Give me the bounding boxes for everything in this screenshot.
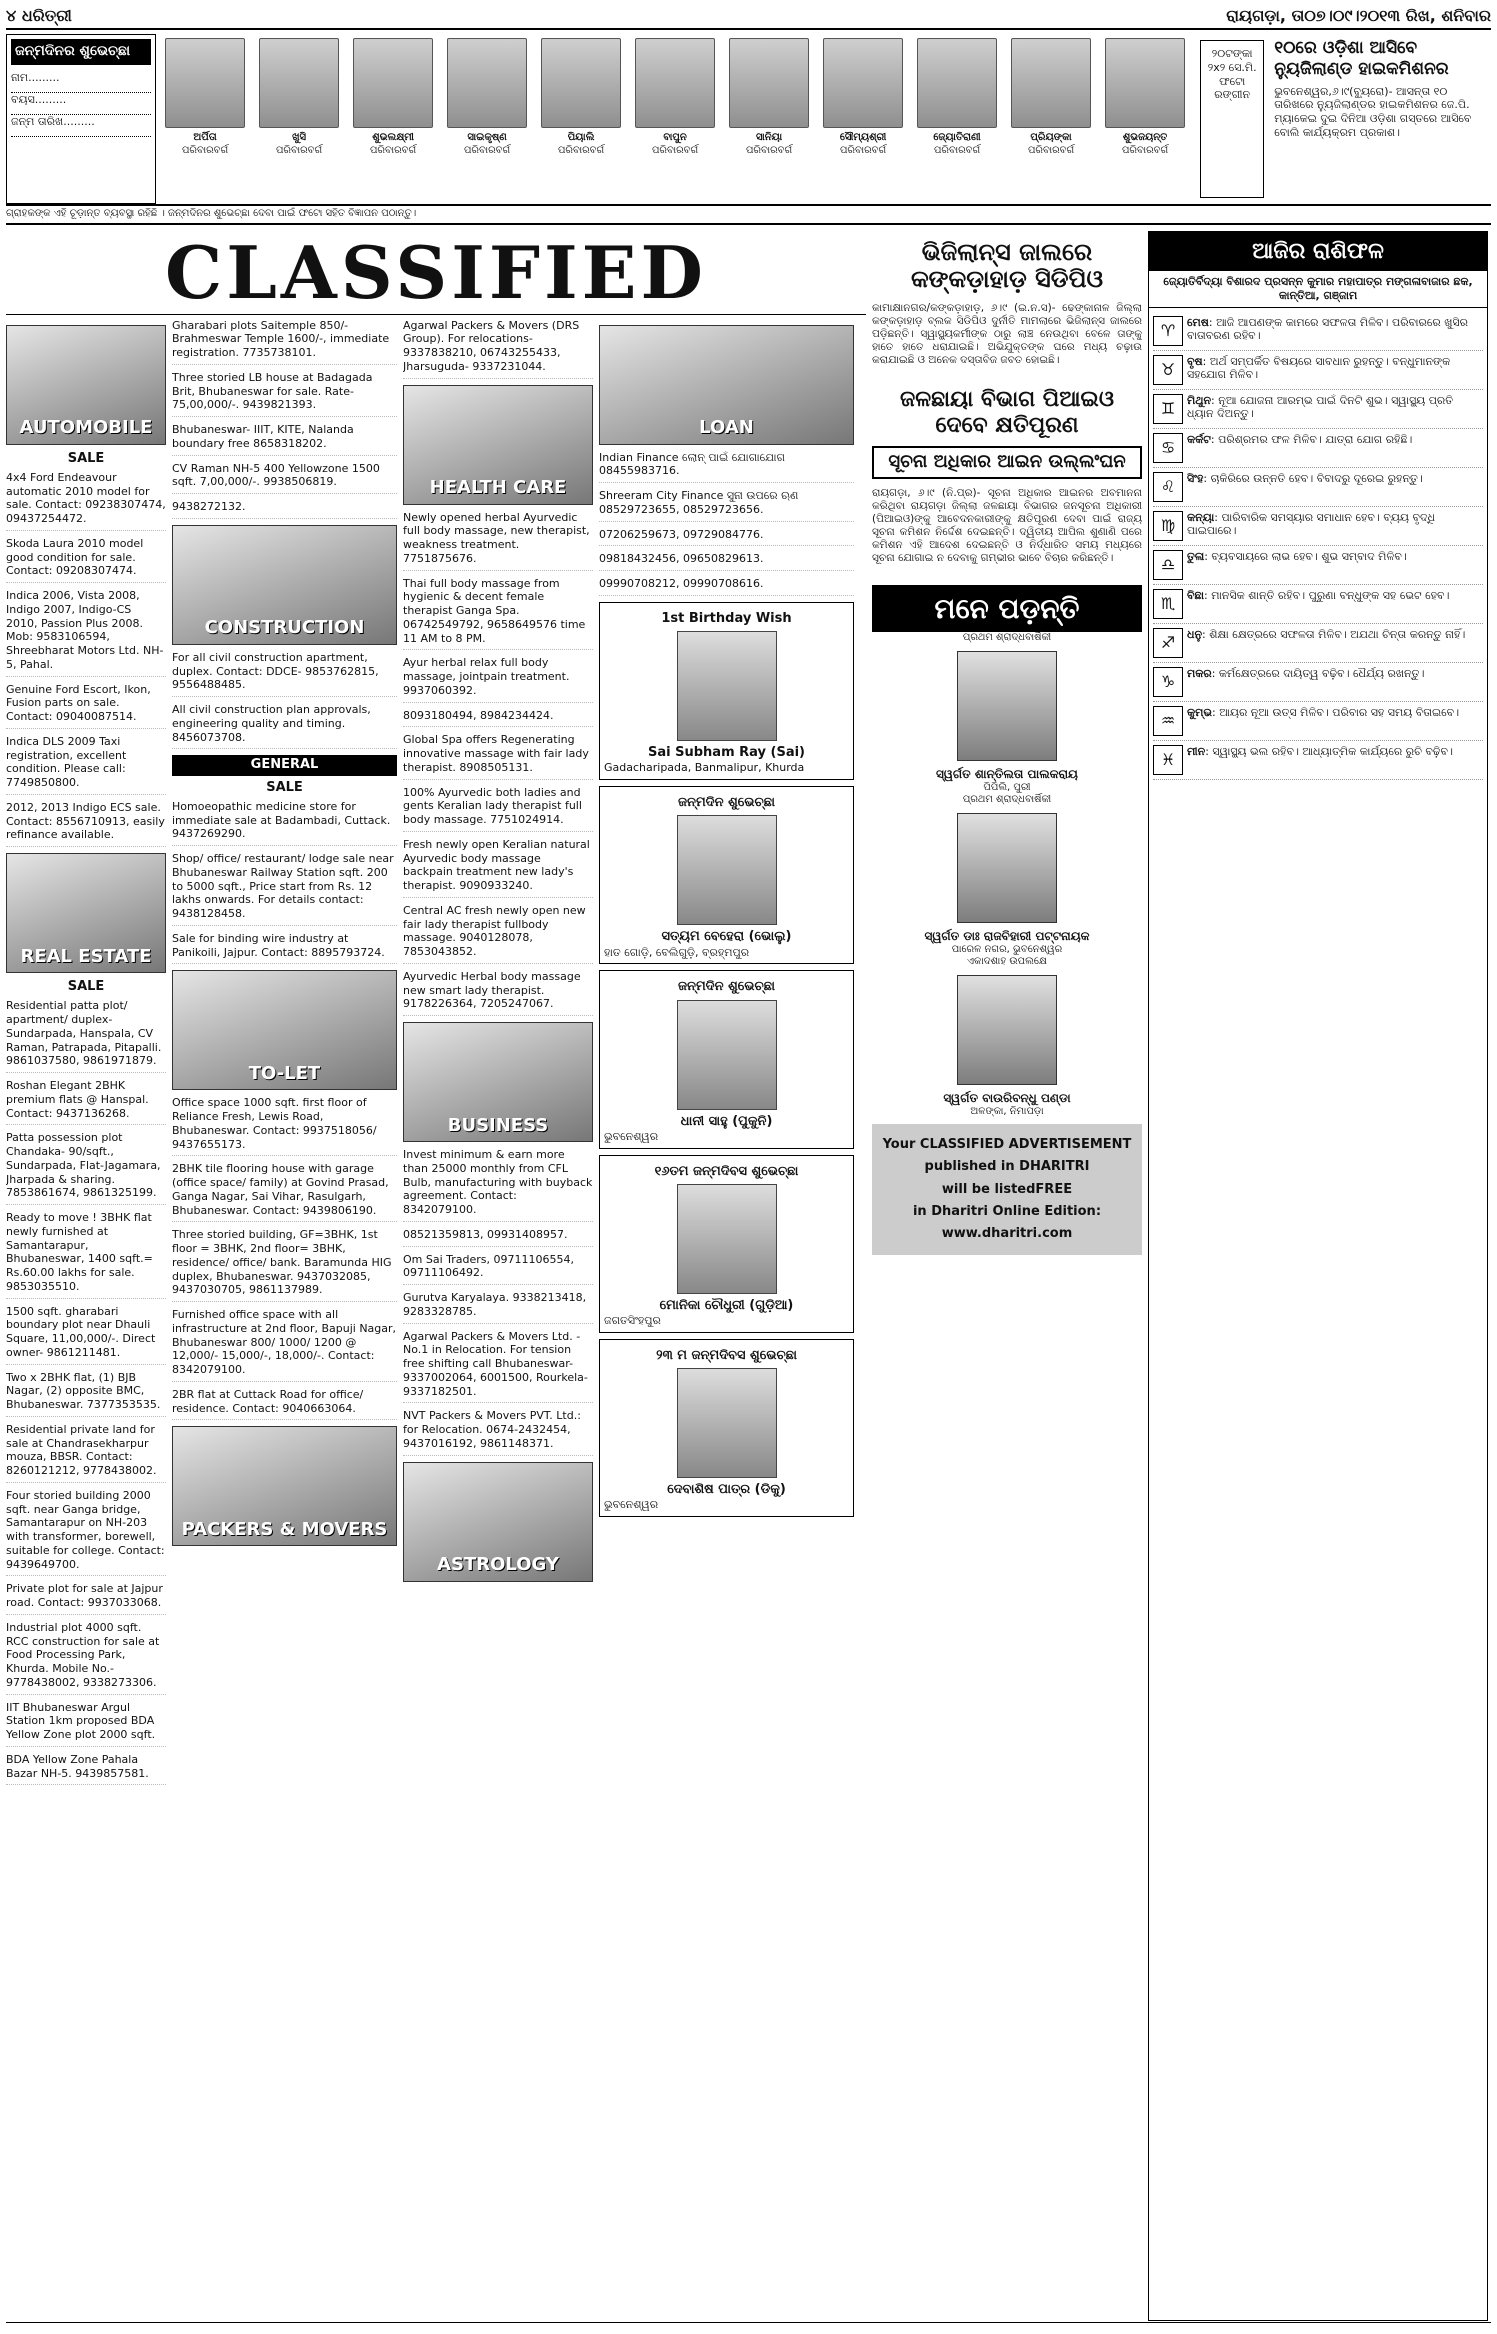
horoscope-sign: [1153, 429, 1483, 468]
online-edition-cta: [872, 1124, 1142, 1254]
birthday-kid: [724, 38, 814, 200]
sign-name: ମକର: [1187, 666, 1212, 680]
astrology-image: ASTROLOGY: [403, 1462, 593, 1582]
kid-name: ଶୁଭଲକ୍ଷ୍ମୀ: [372, 132, 414, 143]
classified-ad: Four storied building 2000 sqft. near Ganga bridge, Samantarapur on NH-203 with transformer, borewell, suitable for college. Contact: 9439649700.: [6, 1489, 166, 1577]
classified-ad: 08521359813, 09931408957.: [403, 1228, 593, 1247]
wish-name: ଦେବାଶିଷ ପାତ୍ର (ଡିକୁ): [667, 1482, 786, 1497]
classified-ad: 07206259673, 09729084776.: [599, 528, 854, 547]
wish-tag: ୧୬ତମ ଜନ୍ମଦିବସ ଶୁଭେଚ୍ଛା: [654, 1163, 799, 1179]
memorial-note: ପାରେଳ ନଗର, ଭୁବନେଶ୍ୱର: [951, 943, 1063, 955]
memorial-note: ଅଳଙ୍କା, ନିମାପଡ଼ା: [970, 1105, 1044, 1117]
classified-ad: 9438272132.: [172, 500, 397, 519]
sign-reading: ଶିକ୍ଷା କ୍ଷେତ୍ରରେ ସଫଳତା ମିଳିବ। ଅଯଥା ଚିନ୍ତା କରନ୍ତୁ ନାହିଁ।: [1209, 627, 1466, 641]
horoscope-heading: ଆଜିର ରାଶିଫଳ: [1149, 232, 1487, 272]
cta-line-3: will be listedFREE: [941, 1181, 1073, 1197]
zodiac-icon: ♎: [1153, 550, 1183, 580]
classified-ad: 1500 sqft. gharabari boundary plot near Dhauli Square, 11,00,000/-. Direct owner- 9861211481.: [6, 1305, 166, 1365]
loan-image: LOAN: [599, 325, 854, 445]
classified-ad: Residential private land for sale at Chandrasekharpur mouza, BBSR. Contact: 8260121212, 9778438002.: [6, 1423, 166, 1483]
classified-ad: 2012, 2013 Indigo ECS sale. Contact: 8556710913, easily refinance available.: [6, 801, 166, 847]
kid-name: ଜ୍ୟୋତିରାଣୀ: [933, 132, 981, 143]
birthday-kid: [1006, 38, 1096, 200]
kid-from: ପରିବାରବର୍ଗ: [275, 144, 323, 156]
classified-ad: Office space 1000 sqft. first floor of Reliance Fresh, Lewis Road, Bhubaneswar. Contact: 9937518056/ 9437655173.: [172, 1096, 397, 1156]
classified-ad: Central AC fresh newly open new fair lady therapist fullbody massage. 9040128078, 7853043852.: [403, 904, 593, 964]
classified-ad: Ayur herbal relax full body massage, jointpain treatment. 9937060392.: [403, 656, 593, 702]
zodiac-icon: ♌: [1153, 472, 1183, 502]
sign-name: ମୀନ: [1187, 744, 1206, 758]
wish-photo: [677, 1184, 777, 1294]
kid-from: ପରିବାରବର୍ଗ: [181, 144, 229, 156]
classified-ad: Ready to move ! 3BHK flat newly furnished at Samantarapur, Bhubaneswar, 1400 sqft.= Rs.60.00 lakhs for sale. 9853035510.: [6, 1211, 166, 1299]
sign-reading: ନୂଆ ଯୋଜନା ଆରମ୍ଭ ପାଇଁ ଦିନଟି ଶୁଭ। ସ୍ୱାସ୍ଥ୍ୟ ପ୍ରତି ଧ୍ୟାନ ଦିଅନ୍ତୁ।: [1187, 393, 1454, 421]
kid-name: ସାନିୟା: [755, 132, 783, 143]
classified-ad: 09990708212, 09990708616.: [599, 577, 854, 596]
kid-name: ସୌମ୍ୟଶ୍ରୀ: [839, 132, 887, 143]
general-sale: SALE: [266, 779, 303, 795]
photo-size-box: ୨୦ଟଙ୍କା ୨x୨ ସେ.ମି. ଫଟୋ ରଙ୍ଗୀନ: [1200, 40, 1264, 198]
classified-ad: Agarwal Packers & Movers Ltd. - No.1 in Relocation. For tension free shifting call Bhubaneswar- 9337002064, 6001500, Rourkela- 9337182501.: [403, 1330, 593, 1404]
wish-tag: ଜନ୍ମଦିନ ଶୁଭେଚ୍ଛା: [678, 795, 775, 810]
classified-ad: Gurutva Karyalaya. 9338213418, 9283328785.: [403, 1291, 593, 1324]
sign-name: କର୍କଟ: [1187, 432, 1211, 446]
zodiac-icon: ♋: [1153, 433, 1183, 463]
sign-reading: ସ୍ୱାସ୍ଥ୍ୟ ଭଲ ରହିବ। ଆଧ୍ୟାତ୍ମିକ କାର୍ଯ୍ୟରେ ରୁଚି ବଢ଼ିବ।: [1212, 744, 1453, 758]
kid-photo: [635, 38, 715, 128]
horoscope-sign: [1153, 507, 1483, 546]
sign-name: ମେଷ: [1187, 315, 1209, 329]
classified-ad: Genuine Ford Escort, Ikon, Fusion parts on sale. Contact: 09040087514.: [6, 683, 166, 729]
classified-ad: 4x4 Ford Endeavour automatic 2010 model for sale. Contact: 09238307474, 09437254472.: [6, 471, 166, 531]
form-line-dob: ଜନ୍ମ ତାରିଖ.........: [11, 115, 151, 137]
construction-image: CONSTRUCTION: [172, 525, 397, 645]
sign-reading: ଆୟର ନୂଆ ଉତ୍ସ ମିଳିବ। ପରିବାର ସହ ସମୟ ବିତାଇବେ।: [1219, 705, 1460, 719]
automobile-image: AUTOMOBILE: [6, 325, 166, 445]
sign-reading: ପରିଶ୍ରମର ଫଳ ମିଳିବ। ଯାତ୍ରା ଯୋଗ ରହିଛି।: [1218, 432, 1413, 446]
memorial-photo: [957, 651, 1057, 761]
classified-ad: Shop/ office/ restaurant/ lodge sale near Bhubaneswar Railway Station sqft. 200 to 5000 sqft., Price start from Rs. 12 lakhs onwards. For details contact: 9438128458.: [172, 852, 397, 926]
classified-ad: Industrial plot 4000 sqft. RCC construction for sale at Food Processing Park, Khurda. Mobile No.- 9778438002, 9338273306.: [6, 1621, 166, 1695]
classified-ad: Invest minimum & earn more than 25000 monthly from CFL Bulb, manufacturing with buyback agreement. Contact: 8342079100.: [403, 1148, 593, 1222]
movers-ads: [403, 319, 593, 379]
sign-text: କର୍କଟ: ପରିଶ୍ରମର ଫଳ ମିଳିବ। ଯାତ୍ରା ଯୋଗ ରହିଛି।: [1187, 432, 1413, 446]
horoscope-sign: [1153, 702, 1483, 741]
birthday-wishes: [599, 602, 854, 1517]
sign-text: ବିଛା: ମାନସିକ ଶାନ୍ତି ରହିବ। ପୁରୁଣା ବନ୍ଧୁଙ୍କ ସହ ଭେଟ ହେବ।: [1187, 588, 1450, 602]
birthday-kid: [1100, 38, 1190, 200]
horoscope-column: [1148, 231, 1488, 2321]
sign-reading: ମାନସିକ ଶାନ୍ତି ରହିବ। ପୁରୁଣା ବନ୍ଧୁଙ୍କ ସହ ଭେଟ ହେବ।: [1211, 588, 1450, 602]
memorial-label: ପ୍ରଥମ ଶ୍ରାଦ୍ଧବାର୍ଷିକୀ: [962, 632, 1052, 644]
classified-ad: Agarwal Packers & Movers (DRS Group). For relocations- 9337838210, 06743255433, Jharsuguda- 9337231044.: [403, 319, 593, 379]
wish-name: ମୋନିକା ଚୌଧୁରୀ (ଗୁଡ଼ିଆ): [659, 1297, 794, 1313]
classified-ad: All civil construction plan approvals, engineering quality and timing. 8456073708.: [172, 703, 397, 749]
horoscope-sign: [1153, 624, 1483, 663]
sign-reading: ଚାକିରିରେ ଉନ୍ନତି ହେବ। ବିବାଦରୁ ଦୂରେଇ ରୁହନ୍ତୁ।: [1210, 471, 1423, 485]
news-column: [872, 231, 1142, 2321]
classified-ad: 100% Ayurvedic both ladies and gents Keralian lady therapist full body massage. 7751024914.: [403, 786, 593, 832]
classified-ad: Gharabari plots Saitemple 850/- Brahmeswar Temple 1600/-, immediate registration. 7735738101.: [172, 319, 397, 365]
sign-reading: ଆଜି ଆପଣଙ୍କ କାମରେ ସଫଳତା ମିଳିବ। ପରିବାରରେ ଖୁସିର ବାତାବରଣ ରହିବ।: [1187, 315, 1468, 343]
birthday-kids: [156, 34, 1194, 204]
kid-from: ପରିବାରବର୍ଗ: [651, 144, 699, 156]
sign-name: କୁମ୍ଭ: [1187, 705, 1213, 719]
top-news-text: ଭୁବନେଶ୍ୱର,୬।୯(ବ୍ୟୁରୋ)- ଆସନ୍ତା ୧୦ ତାରିଖରେ ନ୍ୟୁଜିଲାଣ୍ଡର ହାଇକମିଶନର ଜେ.ପି. ମ୍ୟାକେଇ ଦୁଇ ଦିନିଆ ଓଡ଼ିଶା ଗସ୍ତରେ ଆସିବେ ବୋଲି କାର୍ଯ୍ୟକ୍ରମ ପ୍ରକାଶ।: [1274, 84, 1472, 139]
sign-reading: ଅର୍ଥ ସମ୍ପର୍କିତ ବିଷୟରେ ସାବଧାନ ରୁହନ୍ତୁ। ବନ୍ଧୁମାନଙ୍କ ସହଯୋଗ ମିଳିବ।: [1187, 354, 1451, 382]
classified-ad: Indica DLS 2009 Taxi registration, excellent condition. Please call: 7749850800.: [6, 735, 166, 795]
birthday-kid: [442, 38, 532, 200]
healthcare-image: HEALTH CARE: [403, 385, 593, 505]
kid-photo: [823, 38, 903, 128]
memorial-list: [872, 632, 1142, 1118]
classified-ad: Om Sai Traders, 09711106554, 09711106492.: [403, 1253, 593, 1286]
sign-text: ମକର: କର୍ମକ୍ଷେତ୍ରରେ ଦାୟିତ୍ୱ ବଢ଼ିବ। ଧୈର୍ଯ୍ୟ ରଖନ୍ତୁ।: [1187, 666, 1425, 680]
horoscope-byline: ଜ୍ୟୋତିର୍ବିଦ୍ୟା ବିଶାରଦ ପ୍ରସନ୍ନ କୁମାର ମହାପାତ୍ର ମଙ୍ଗଳାବାଜାର ଛକ, କାନ୍ତିଆ, ଗଞ୍ଜାମ: [1149, 271, 1487, 308]
wish-tag: ଜନ୍ମଦିନ ଶୁଭେଚ୍ଛା: [678, 979, 775, 995]
classified-ad: For all civil construction apartment, duplex. Contact: DDCE- 9853762815, 9556488485.: [172, 651, 397, 697]
classified-ad: Two x 2BHK flat, (1) BJB Nagar, (2) opposite BMC, Bhubaneswar. 7377353535.: [6, 1371, 166, 1417]
sign-reading: କର୍ମକ୍ଷେତ୍ରରେ ଦାୟିତ୍ୱ ବଢ଼ିବ। ଧୈର୍ଯ୍ୟ ରଖନ୍ତୁ।: [1218, 666, 1425, 680]
birthday-kid: [912, 38, 1002, 200]
story1-headline: ଭିଜିଲାନ୍ସ ଜାଲରେ କଙ୍କଡ଼ାହାଡ଼ ସିଡିପିଓ: [910, 237, 1104, 294]
wish-photo: [677, 815, 777, 925]
sign-reading: ପାରିବାରିକ ସମସ୍ୟାର ସମାଧାନ ହେବ। ବ୍ୟୟ ବୃଦ୍ଧି ପାଇପାରେ।: [1187, 510, 1436, 538]
classified-ad: Global Spa offers Regenerating innovative massage with fair lady therapist. 8908505131.: [403, 733, 593, 779]
memorial-name: ସ୍ୱର୍ଗତ ଶାନ୍ତିଲତା ପାଲକରାୟ: [936, 766, 1078, 781]
wish-place: ଭୁବନେଶ୍ୱର: [604, 1498, 659, 1512]
general-ads: [172, 800, 397, 965]
kid-from: ପରିବାରବର୍ଗ: [839, 144, 887, 156]
horoscope-sign: [1153, 663, 1483, 702]
kid-photo: [353, 38, 433, 128]
form-line-age: ବୟସ.........: [11, 93, 151, 115]
memorial-person: [872, 632, 1142, 794]
birthday-kid: [630, 38, 720, 200]
classified-ad: Private plot for sale at Jajpur road. Contact: 9937033068.: [6, 1582, 166, 1615]
birthday-kid: [536, 38, 626, 200]
horoscope-list: [1149, 308, 1487, 784]
form-line-name: ନାମ.........: [11, 71, 151, 93]
wish-card: [599, 602, 854, 780]
wish-card: [599, 1155, 854, 1333]
business-ads: [403, 1148, 593, 1456]
wish-card: [599, 1339, 854, 1517]
wish-place: ହାତ ଗୋଡ଼ି, ବେଲିଗୁଡ଼ି, ବ୍ରହ୍ମପୁର: [604, 945, 750, 959]
classified-ad: Sale for binding wire industry at Panikoili, Jajpur. Contact: 8895793724.: [172, 932, 397, 965]
sign-text: ଧନୁ: ଶିକ୍ଷା କ୍ଷେତ୍ରରେ ସଫଳତା ମିଳିବ। ଅଯଥା ଚିନ୍ତା କରନ୍ତୁ ନାହିଁ।: [1187, 627, 1466, 641]
health-ads: [403, 511, 593, 1017]
classified-ad: 2BR flat at Cuttack Road for office/ residence. Contact: 9040663064.: [172, 1388, 397, 1421]
cta-line-4: in Dharitri Online Edition: www.dharitri.com: [912, 1203, 1102, 1241]
classified-ad: Three storied building, GF=3BHK, 1st floor = 3BHK, 2nd floor= 3BHK, residence/ office/ bank. Baramunda HIG duplex, Bhubaneswar. 9437032085, 9437030705, 9861137989.: [172, 1228, 397, 1302]
sign-text: ମୀନ: ସ୍ୱାସ୍ଥ୍ୟ ଭଲ ରହିବ। ଆଧ୍ୟାତ୍ମିକ କାର୍ଯ୍ୟରେ ରୁଚି ବଢ଼ିବ।: [1187, 744, 1453, 758]
zodiac-icon: ♈: [1153, 316, 1183, 346]
kid-name: ପିୟାଲି: [567, 132, 595, 143]
wish-photo: [677, 1000, 777, 1110]
classified-ad: Fresh newly open Keralian natural Ayurvedic body massage backpain treatment new lady's therapist. 9090933240.: [403, 838, 593, 898]
zodiac-icon: ♑: [1153, 667, 1183, 697]
kid-from: ପରିବାରବର୍ଗ: [933, 144, 981, 156]
classified-ad: Bhubaneswar- IIIT, KITE, Nalanda boundary free 8658318202.: [172, 423, 397, 456]
top-news-headline: ୧୦ରେ ଓଡ଼ିଶା ଆସିବେ ନ୍ୟୁଜିଲାଣ୍ଡ ହାଇକମିଶନର: [1274, 38, 1449, 80]
kid-photo: [729, 38, 809, 128]
classified-ad: Furnished office space with all infrastructure at 2nd floor, Bapuji Nagar, Bhubaneswar 800/ 1000/ 1200 @ 12,000/- 15,000/-, 18,000/-. Contact: 8342079100.: [172, 1308, 397, 1382]
story2-subhead: ସୂଚନା ଅଧିକାର ଆଇନ ଉଲ୍ଲଂଘନ: [872, 446, 1142, 479]
sign-text: କନ୍ୟା: ପାରିବାରିକ ସମସ୍ୟାର ସମାଧାନ ହେବ। ବ୍ୟୟ ବୃଦ୍ଧି ପାଇପାରେ।: [1187, 510, 1436, 538]
sign-name: ତୁଳା: [1187, 549, 1205, 563]
wish-tag: 1st Birthday Wish: [661, 610, 792, 626]
zodiac-icon: ♍: [1153, 511, 1183, 541]
wish-name: Sai Subham Ray (Sai): [648, 745, 805, 760]
classified-ad: Shreeram City Finance ସୁନା ଉପରେ ଋଣ 08529723655, 08529723656.: [599, 489, 854, 522]
wish-place: Gadacharipada, Banmalipur, Khurda: [604, 761, 805, 775]
classified-ad: Patta possession plot Chandaka- 90/sqft., Sundarpada, Flat-Jagamara, Jharpada & sharing. 7853861674, 9861325199.: [6, 1131, 166, 1205]
realestate-image: REAL ESTATE: [6, 853, 166, 973]
kid-name: ସାଇକୃଷ୍ଣ: [467, 132, 507, 143]
kid-name: ଅର୍ପିତା: [193, 132, 217, 143]
sign-name: ଧନୁ: [1187, 627, 1203, 641]
birthday-kid: [818, 38, 908, 200]
zodiac-icon: ♐: [1153, 628, 1183, 658]
classified-col-1: [6, 319, 166, 1792]
wish-photo: [677, 631, 777, 741]
memorial-name: ସ୍ୱର୍ଗତ ବାଉରିବନ୍ଧୁ ପଣ୍ଡା: [943, 1090, 1071, 1105]
realestate-ads: [6, 999, 166, 1785]
classified-ad: Newly opened herbal Ayurvedic full body massage, new therapist, weakness treatment. 7751875676.: [403, 511, 593, 571]
wish-card: [599, 786, 854, 964]
kid-photo: [541, 38, 621, 128]
story2-body: ରାୟଗଡ଼ା, ୬।୯ (ନି.ପ୍ର)- ସୂଚନା ଅଧିକାର ଆଇନର ଅବମାନନା କରିଥିବା ରାୟଗଡ଼ା ଜିଲ୍ଲା ଜଳଛାୟା ବିଭାଗର ଜନସୂଚନା ଅଧିକାରୀ (ପିଆଇଓ)ଙ୍କୁ ଆବେଦନକାରୀଙ୍କୁ କ୍ଷତିପୂରଣ ଦେବା ପାଇଁ ରାଜ୍ୟ ସୂଚନା କମିଶନ ନିର୍ଦ୍ଦେଶ ଦେଇଛନ୍ତି। ଦ୍ୱିତୀୟ ଆପିଲ ଶୁଣାଣି ପରେ କମିଶନ ଏହି ଆଦେଶ ଦେଇଛନ୍ତି ଓ ନିର୍ଦ୍ଧାରିତ ସମୟ ମଧ୍ୟରେ ସୂଚନା ଯୋଗାଇ ନ ଦେବାକୁ ଗମ୍ଭୀର ଭାବେ ବିଚାର କରିଛନ୍ତି।: [872, 486, 1142, 565]
kid-photo: [447, 38, 527, 128]
cta-line-1: Your CLASSIFIED ADVERTISEMENT: [882, 1137, 1132, 1153]
sign-text: ବୃଷ: ଅର୍ଥ ସମ୍ପର୍କିତ ବିଷୟରେ ସାବଧାନ ରୁହନ୍ତୁ। ବନ୍ଧୁମାନଙ୍କ ସହଯୋଗ ମିଳିବ।: [1187, 354, 1451, 382]
memorial-photo: [957, 813, 1057, 923]
classified-col-3: [403, 319, 593, 1792]
cta-line-2: published in DHARITRI: [924, 1159, 1090, 1175]
kid-from: ପରିବାରବର୍ଗ: [745, 144, 793, 156]
sign-name: ମିଥୁନ: [1187, 393, 1212, 407]
kid-from: ପରିବାରବର୍ଗ: [1027, 144, 1075, 156]
kid-photo: [165, 38, 245, 128]
memorial-note: ପିପିଲି, ପୁରୀ: [983, 781, 1031, 793]
page-footer: [6, 2322, 1491, 2332]
horoscope-sign: [1153, 585, 1483, 624]
sign-name: ବୃଷ: [1187, 354, 1203, 368]
loan-ads: [599, 451, 854, 596]
birthday-kid: [254, 38, 344, 200]
wish-photo: [677, 1368, 777, 1478]
wish-card: [599, 970, 854, 1148]
wish-tag: ୨୩ ମ ଜନ୍ମଦିବସ ଶୁଭେଚ୍ଛା: [656, 1347, 797, 1363]
kid-from: ପରିବାରବର୍ଗ: [463, 144, 511, 156]
page-header: [6, 4, 1491, 30]
classified-ad: IIT Bhubaneswar Argul Station 1km proposed BDA Yellow Zone plot 2000 sqft.: [6, 1701, 166, 1747]
horoscope-sign: [1153, 546, 1483, 585]
classified-ad: Homoeopathic medicine store for immediate sale at Badambadi, Cuttack. 9437269290.: [172, 800, 397, 846]
sign-text: ମେଷ: ଆଜି ଆପଣଙ୍କ କାମରେ ସଫଳତା ମିଳିବ। ପରିବାରରେ ଖୁସିର ବାତାବରଣ ରହିବ।: [1187, 315, 1468, 343]
classified-col-4: [599, 319, 854, 1792]
kid-name: ବାପୁନ: [663, 132, 687, 143]
sign-reading: ବ୍ୟବସାୟରେ ଲାଭ ହେବ। ଶୁଭ ସମ୍ବାଦ ମିଳିବ।: [1211, 549, 1407, 563]
re-sale-title: SALE: [67, 979, 105, 994]
tolet-image: TO-LET: [172, 970, 397, 1090]
kid-from: ପରିବାରବର୍ଗ: [557, 144, 605, 156]
horoscope-sign: [1153, 390, 1483, 429]
classified-banner: CLASSIFIED: [6, 231, 866, 315]
wish-name: ସତ୍ୟମ ବେହେରା (ଭୋଲୁ): [661, 929, 792, 945]
horoscope-sign: [1153, 468, 1483, 507]
birthday-kid: [348, 38, 438, 200]
dateline: ରାୟଗଡ଼ା, ତା୦୭।୦୯।୨୦୧୩ ରିଖ, ଶନିବାର: [1226, 6, 1491, 25]
memorial-person: [872, 794, 1142, 956]
story1-body: କାମାକ୍ଷାନଗର/କଙ୍କଡ଼ାହାଡ଼, ୬।୯ (ଇ.ନ.ସ)- ଢେଙ୍କାନାଳ ଜିଲ୍ଲା କଙ୍କଡ଼ାହାଡ଼ ବ୍ଲକ ସିଡିପିଓ ଦୁର୍ନୀତି ମାମଲାରେ ଭିଜିଲାନ୍ସ ଜାଲରେ ପଡ଼ିଛନ୍ତି। ସ୍ୱାସ୍ଥ୍ୟକର୍ମୀଙ୍କ ଠାରୁ ଲାଞ୍ଚ ନେଉଥିବା ବେଳେ ତାଙ୍କୁ ହାତେ ହାତେ ଧରାଯାଇଛି। ଅଭିଯୁକ୍ତଙ୍କ ଘରେ ମଧ୍ୟ ଚଢ଼ାଉ କରାଯାଇଛି ଓ ଅନେକ ଦସ୍ତାବିଜ ଜବତ ହୋଇଛି।: [872, 301, 1142, 367]
classified-ad: Residential patta plot/ apartment/ duplex- Sundarpada, Hanspala, CV Raman, Patrapada, Pitapalli. 9861037580, 9861971879.: [6, 999, 166, 1073]
zodiac-icon: ♏: [1153, 589, 1183, 619]
kid-photo: [917, 38, 997, 128]
sale-title: SALE: [67, 450, 105, 466]
birthday-kid: [160, 38, 250, 200]
wish-name: ଧାନୀ ସାହୁ (ପୁକୁନି): [680, 1113, 773, 1129]
sign-name: କନ୍ୟା: [1187, 510, 1215, 524]
zodiac-icon: ♊: [1153, 394, 1183, 424]
memorial-photo: [957, 975, 1057, 1085]
birthday-form-title: ଜନ୍ମଦିନର ଶୁଭେଚ୍ଛା: [11, 39, 151, 65]
memorial-label: ପ୍ରଥମ ଶ୍ରାଦ୍ଧବାର୍ଷିକୀ: [962, 794, 1052, 806]
kid-from: ପରିବାରବର୍ଗ: [1121, 144, 1169, 156]
classified-ad: Roshan Elegant 2BHK premium flats @ Hanspal. Contact: 9437136268.: [6, 1079, 166, 1125]
birthday-form: [6, 34, 156, 204]
classified-block: [6, 231, 866, 2321]
classified-ad: Indian Finance ଲୋନ୍ ପାଇଁ ଯୋଗାଯୋଗ 08455983716.: [599, 451, 854, 484]
horoscope-sign: [1153, 312, 1483, 351]
classified-ad: Thai full body massage from hygienic & decent female therapist Ganga Spa. 06742549792, 9658649576 time 11 AM to 8 PM.: [403, 577, 593, 651]
classified-ad: 09818432456, 09650829613.: [599, 552, 854, 571]
classified-ad: 2BHK tile flooring house with garage (office space/ family) at Govind Prasad, Ganga Nagar, Sai Vihar, Rasulgarh, Bhubaneswar. Contact: 9439806190.: [172, 1162, 397, 1222]
kid-name: ପ୍ରିୟଙ୍କା: [1030, 132, 1072, 143]
notice-line: ଗ୍ରାହକଙ୍କ ଏହି ଚୂଡ଼ାନ୍ତ ବ୍ୟବସ୍ଥା ରହିଛି । ଜନ୍ମଦିନର ଶୁଭେଚ୍ଛା ଦେବା ପାଇଁ ଫଟୋ ସହିତ ବିଜ୍ଞାପନ ପଠାନ୍ତୁ।: [6, 206, 1491, 225]
sign-name: ବିଛା: [1187, 588, 1204, 602]
classified-ad: NVT Packers & Movers PVT. Ltd.: for Relocation. 0674-2432454, 9437016192, 9861148371.: [403, 1409, 593, 1455]
general-title: GENERAL: [172, 755, 397, 775]
top-news: [1270, 34, 1491, 204]
sign-text: କୁମ୍ଭ: ଆୟର ନୂଆ ଉତ୍ସ ମିଳିବ। ପରିବାର ସହ ସମୟ ବିତାଇବେ।: [1187, 705, 1460, 719]
kid-photo: [1105, 38, 1185, 128]
construction-ads: [172, 651, 397, 750]
packers-image: PACKERS & MOVERS: [172, 1426, 397, 1546]
classified-ad: CV Raman NH-5 400 Yellowzone 1500 sqft. 7,00,000/-. 9938506819.: [172, 462, 397, 495]
memorial-person: [872, 956, 1142, 1118]
kid-name: ଶୁଭଜୟନ୍ତ: [1122, 132, 1168, 143]
auto-ads: [6, 471, 166, 847]
classified-ad: Indica 2006, Vista 2008, Indigo 2007, Indigo-CS 2010, Passion Plus 2008. Mob: 9583106594, Shreebharat Motors Ltd. NH-5, Pahal.: [6, 589, 166, 677]
birthday-strip: [6, 34, 1491, 206]
kid-photo: [259, 38, 339, 128]
classified-ad: BDA Yellow Zone Pahala Bazar NH-5. 9439857581.: [6, 1753, 166, 1786]
classified-ad: 8093180494, 8984234424.: [403, 709, 593, 728]
memorial-name: ସ୍ୱର୍ଗତ ଡାଃ ରାଜବିହାରୀ ପଟ୍ଟନାୟକ: [924, 928, 1090, 943]
plot-ads: [172, 319, 397, 519]
memorial-heading: ମନେ ପଡ଼ନ୍ତି: [872, 585, 1142, 632]
wish-place: ଭୁବନେଶ୍ୱର: [604, 1129, 659, 1143]
classified-ad: Three storied LB house at Badagada Brit, Bhubaneswar for sale. Rate- 75,00,000/-. 9439821393.: [172, 371, 397, 417]
story2-headline: ଜଳଛାୟା ବିଭାଗ ପିଆଇଓ ଦେବେ କ୍ଷତିପୂରଣ: [900, 387, 1114, 438]
kid-name: ଖୁସି: [292, 132, 307, 143]
classified-ad: Ayurvedic Herbal body massage new smart lady therapist. 9178226364, 7205247067.: [403, 970, 593, 1016]
business-image: BUSINESS: [403, 1022, 593, 1142]
sign-text: ତୁଳା: ବ୍ୟବସାୟରେ ଲାଭ ହେବ। ଶୁଭ ସମ୍ବାଦ ମିଳିବ।: [1187, 549, 1407, 563]
wish-place: ଜଗତସିଂହପୁର: [604, 1314, 661, 1327]
zodiac-icon: ♓: [1153, 745, 1183, 775]
kid-photo: [1011, 38, 1091, 128]
classified-ad: Skoda Laura 2010 model good condition for sale. Contact: 09208307474.: [6, 537, 166, 583]
sign-text: ମିଥୁନ: ନୂଆ ଯୋଜନା ଆରମ୍ଭ ପାଇଁ ଦିନଟି ଶୁଭ। ସ୍ୱାସ୍ଥ୍ୟ ପ୍ରତି ଧ୍ୟାନ ଦିଅନ୍ତୁ।: [1187, 393, 1454, 421]
horoscope-sign: [1153, 741, 1483, 780]
zodiac-icon: ♉: [1153, 355, 1183, 385]
memorial-label: ଏକାଦଶାହ ଉପଲକ୍ଷେ: [967, 956, 1047, 968]
sign-text: ସିଂହ: ଚାକିରିରେ ଉନ୍ନତି ହେବ। ବିବାଦରୁ ଦୂରେଇ ରୁହନ୍ତୁ।: [1187, 471, 1423, 485]
tolet-ads: [172, 1096, 397, 1420]
kid-from: ପରିବାରବର୍ଗ: [369, 144, 417, 156]
classified-col-2: [172, 319, 397, 1792]
horoscope-sign: [1153, 351, 1483, 390]
sign-name: ସିଂହ: [1187, 471, 1204, 485]
page-body: [6, 231, 1491, 2321]
zodiac-icon: ♒: [1153, 706, 1183, 736]
page-label: ୪ ଧରିତ୍ରୀ: [6, 6, 72, 25]
